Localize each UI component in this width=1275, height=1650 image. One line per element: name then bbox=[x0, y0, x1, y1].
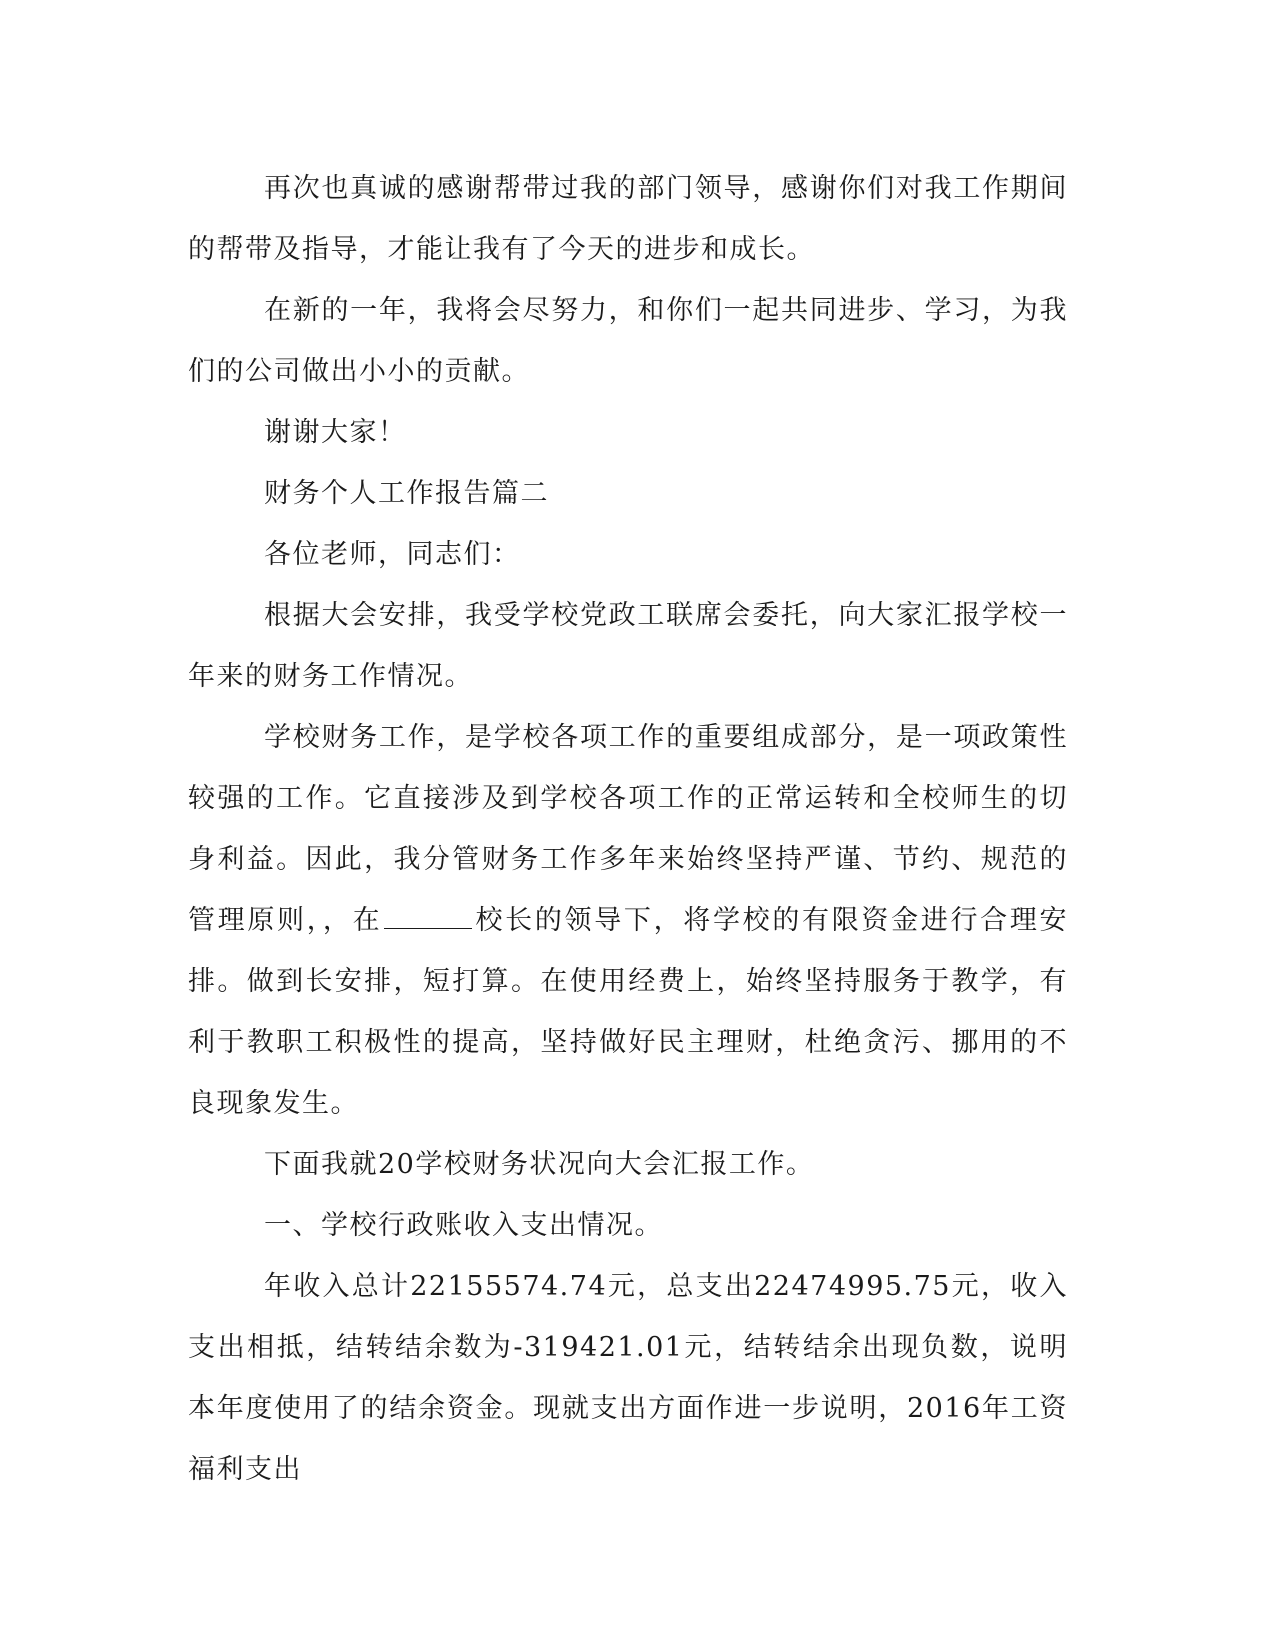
paragraph-text-after-blank: 校长的领导下，将学校的有限资金进行合理安排。做到长安排，短打算。在使用经费上，始终坚持服务于教学，有利于教职工积极性的提高，坚持做好民主理财，杜绝贪污、挪用的不良现象发生。 bbox=[188, 905, 1068, 1119]
paragraph-thanks-leaders: 再次也真诚的感谢帮带过我的部门领导，感谢你们对我工作期间的帮带及指导，才能让我有了今天的进步和成长。 bbox=[188, 173, 1068, 265]
paragraph-report-intro: 下面我就20学校财务状况向大会汇报工作。 bbox=[264, 1149, 815, 1180]
salutation: 各位老师，同志们： bbox=[264, 539, 521, 570]
paragraph-text-before-blank: 学校财务工作，是学校各项工作的重要组成部分，是一项政策性较强的工作。它直接涉及到学校各项工作的正常运转和全校师生的切身利益。因此，我分管财务工作多年来始终坚持严谨、节约、规范的管理原则，，在 bbox=[188, 722, 1068, 936]
paragraph-income-expense: 年收入总计22155574.74元，总支出22474995.75元，收入支出相抵，结转结余数为-319421.01元，结转结余出现负数，说明本年度使用了的结余资金。现就支出方面作进一步说明，2016年工资福利支出 bbox=[188, 1271, 1068, 1485]
document-body bbox=[188, 158, 1068, 1500]
fill-in-blank-line bbox=[384, 904, 472, 929]
subsection-heading: 一、学校行政账收入支出情况。 bbox=[264, 1210, 663, 1241]
paragraph-finance-principles bbox=[188, 707, 1068, 1134]
paragraph-thanks-all: 谢谢大家！ bbox=[264, 417, 407, 448]
paragraph-new-year: 在新的一年，我将会尽努力，和你们一起共同进步、学习，为我们的公司做出小小的贡献。 bbox=[188, 295, 1068, 387]
paragraph-intro: 根据大会安排，我受学校党政工联席会委托，向大家汇报学校一年来的财务工作情况。 bbox=[188, 600, 1068, 692]
section-heading: 财务个人工作报告篇二 bbox=[264, 478, 549, 509]
